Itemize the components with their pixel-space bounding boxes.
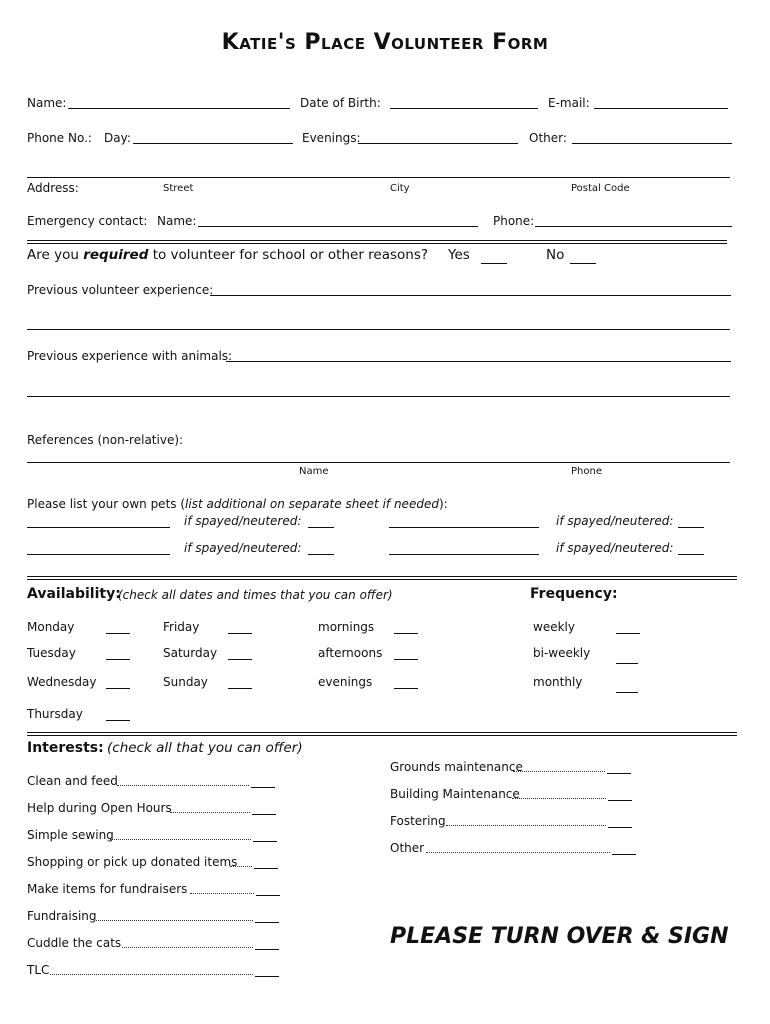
- emergency-phone-label: Phone:: [493, 214, 535, 228]
- shopping-checkbox[interactable]: [254, 868, 278, 869]
- emergency-phone-field[interactable]: [535, 226, 732, 227]
- animal-experience-field-2[interactable]: [27, 396, 730, 397]
- phone-evenings-field[interactable]: [358, 143, 518, 144]
- phone-evenings-label: Evenings:: [302, 131, 361, 145]
- pet-1-spayed-label: if spayed/neutered:: [184, 514, 302, 528]
- fundraiser-items-checkbox[interactable]: [256, 895, 280, 896]
- time-mornings: mornings: [318, 620, 375, 634]
- interest-building: Building Maintenance: [390, 787, 520, 801]
- postal-caption: Postal Code: [571, 183, 630, 194]
- pet-2-field[interactable]: [389, 527, 539, 528]
- sunday-checkbox[interactable]: [228, 688, 252, 689]
- leader-dots: [513, 771, 605, 772]
- ref-phone-caption: Phone: [571, 466, 602, 477]
- grounds-checkbox[interactable]: [607, 773, 631, 774]
- building-checkbox[interactable]: [608, 800, 632, 801]
- section-divider: [27, 240, 727, 244]
- day-thursday: Thursday: [27, 707, 83, 721]
- leader-dots: [446, 825, 606, 826]
- friday-checkbox[interactable]: [228, 633, 252, 634]
- leader-dots: [426, 852, 610, 853]
- pet-1-spayed-field[interactable]: [308, 527, 334, 528]
- frequency-weekly: weekly: [533, 620, 575, 634]
- biweekly-checkbox[interactable]: [616, 663, 638, 664]
- frequency-biweekly: bi-weekly: [533, 646, 591, 660]
- yes-checkbox[interactable]: [481, 263, 507, 264]
- other-interest-checkbox[interactable]: [612, 854, 636, 855]
- pet-4-spayed-label: if spayed/neutered:: [556, 541, 674, 555]
- name-field[interactable]: [68, 108, 290, 109]
- interest-other: Other: [390, 841, 425, 855]
- day-monday: Monday: [27, 620, 75, 634]
- leader-dots: [117, 785, 249, 786]
- thursday-checkbox[interactable]: [106, 720, 130, 721]
- interest-fundraising: Fundraising: [27, 909, 97, 923]
- pet-3-spayed-field[interactable]: [308, 554, 334, 555]
- dob-field[interactable]: [390, 108, 538, 109]
- pet-1-field[interactable]: [27, 527, 170, 528]
- street-caption: Street: [163, 183, 194, 194]
- sewing-checkbox[interactable]: [253, 841, 277, 842]
- references-field[interactable]: [27, 462, 730, 463]
- pet-2-spayed-label: if spayed/neutered:: [556, 514, 674, 528]
- fundraising-checkbox[interactable]: [255, 922, 279, 923]
- pet-4-spayed-field[interactable]: [678, 554, 704, 555]
- city-caption: City: [390, 183, 410, 194]
- fostering-checkbox[interactable]: [608, 827, 632, 828]
- tlc-checkbox[interactable]: [255, 976, 279, 977]
- leader-dots: [170, 812, 250, 813]
- turn-over-notice: PLEASE TURN OVER & SIGN: [390, 924, 729, 949]
- monthly-checkbox[interactable]: [616, 692, 638, 693]
- time-evenings: evenings: [318, 675, 373, 689]
- leader-dots: [96, 920, 253, 921]
- pets-prompt: Please list your own pets (list additional on separate sheet if needed):: [27, 497, 448, 511]
- open-hours-checkbox[interactable]: [252, 814, 276, 815]
- email-label: E-mail:: [548, 96, 590, 110]
- interest-sewing: Simple sewing: [27, 828, 114, 842]
- email-field[interactable]: [594, 108, 728, 109]
- phone-day-field[interactable]: [133, 143, 293, 144]
- emergency-name-label: Name:: [157, 214, 197, 228]
- pet-3-field[interactable]: [27, 554, 170, 555]
- interests-heading: Interests:: [27, 740, 104, 756]
- form-title: Katie's Place Volunteer Form: [221, 30, 549, 55]
- interest-shopping: Shopping or pick up donated items: [27, 855, 238, 869]
- pet-3-spayed-label: if spayed/neutered:: [184, 541, 302, 555]
- interest-clean-feed: Clean and feed: [27, 774, 118, 788]
- no-checkbox[interactable]: [570, 263, 596, 264]
- no-label: No: [546, 247, 565, 263]
- interest-cuddle-cats: Cuddle the cats: [27, 936, 122, 950]
- volunteer-experience-field[interactable]: [210, 295, 731, 296]
- section-divider: [27, 732, 737, 736]
- interest-fostering: Fostering: [390, 814, 446, 828]
- afternoons-checkbox[interactable]: [394, 659, 418, 660]
- volunteer-experience-label: Previous volunteer experience:: [27, 283, 214, 297]
- frequency-monthly: monthly: [533, 675, 583, 689]
- emergency-label: Emergency contact:: [27, 214, 148, 228]
- address-label: Address:: [27, 181, 79, 195]
- required-question: Are you required to volunteer for school or other reasons?: [27, 247, 429, 263]
- address-field[interactable]: [27, 177, 730, 178]
- interests-note: (check all that you can offer): [107, 740, 303, 756]
- day-wednesday: Wednesday: [27, 675, 97, 689]
- emergency-name-field[interactable]: [198, 226, 478, 227]
- pet-4-field[interactable]: [389, 554, 539, 555]
- cuddle-cats-checkbox[interactable]: [255, 949, 279, 950]
- monday-checkbox[interactable]: [106, 633, 130, 634]
- leader-dots: [50, 974, 253, 975]
- phone-day-label: Day:: [104, 131, 131, 145]
- day-saturday: Saturday: [163, 646, 218, 660]
- references-label: References (non-relative):: [27, 433, 184, 447]
- tuesday-checkbox[interactable]: [106, 659, 130, 660]
- volunteer-experience-field-2[interactable]: [27, 329, 730, 330]
- dob-label: Date of Birth:: [300, 96, 381, 110]
- phone-other-label: Other:: [529, 131, 567, 145]
- interest-open-hours: Help during Open Hours: [27, 801, 172, 815]
- leader-dots: [512, 798, 606, 799]
- mornings-checkbox[interactable]: [394, 633, 418, 634]
- interest-grounds: Grounds maintenance: [390, 760, 523, 774]
- interest-tlc: TLC: [27, 963, 50, 977]
- weekly-checkbox[interactable]: [616, 633, 640, 634]
- day-sunday: Sunday: [163, 675, 208, 689]
- name-label: Name:: [27, 96, 67, 110]
- saturday-checkbox[interactable]: [228, 659, 252, 660]
- clean-feed-checkbox[interactable]: [251, 787, 275, 788]
- animal-experience-field[interactable]: [226, 361, 731, 362]
- time-afternoons: afternoons: [318, 646, 383, 660]
- phone-other-field[interactable]: [572, 143, 732, 144]
- interest-fundraiser-items: Make items for fundraisers: [27, 882, 188, 896]
- day-friday: Friday: [163, 620, 200, 634]
- availability-heading: Availability:: [27, 586, 121, 602]
- animal-experience-label: Previous experience with animals:: [27, 349, 233, 363]
- section-divider: [27, 576, 737, 580]
- availability-note: (check all dates and times that you can offer): [118, 588, 393, 602]
- day-tuesday: Tuesday: [27, 646, 76, 660]
- pet-2-spayed-field[interactable]: [678, 527, 704, 528]
- leader-dots: [110, 839, 251, 840]
- leader-dots: [122, 947, 253, 948]
- leader-dots: [230, 866, 252, 867]
- yes-label: Yes: [448, 247, 470, 263]
- evenings-checkbox[interactable]: [394, 688, 418, 689]
- frequency-heading: Frequency:: [530, 586, 618, 602]
- phone-label: Phone No.:: [27, 131, 92, 145]
- wednesday-checkbox[interactable]: [106, 688, 130, 689]
- leader-dots: [190, 893, 254, 894]
- ref-name-caption: Name: [299, 466, 329, 477]
